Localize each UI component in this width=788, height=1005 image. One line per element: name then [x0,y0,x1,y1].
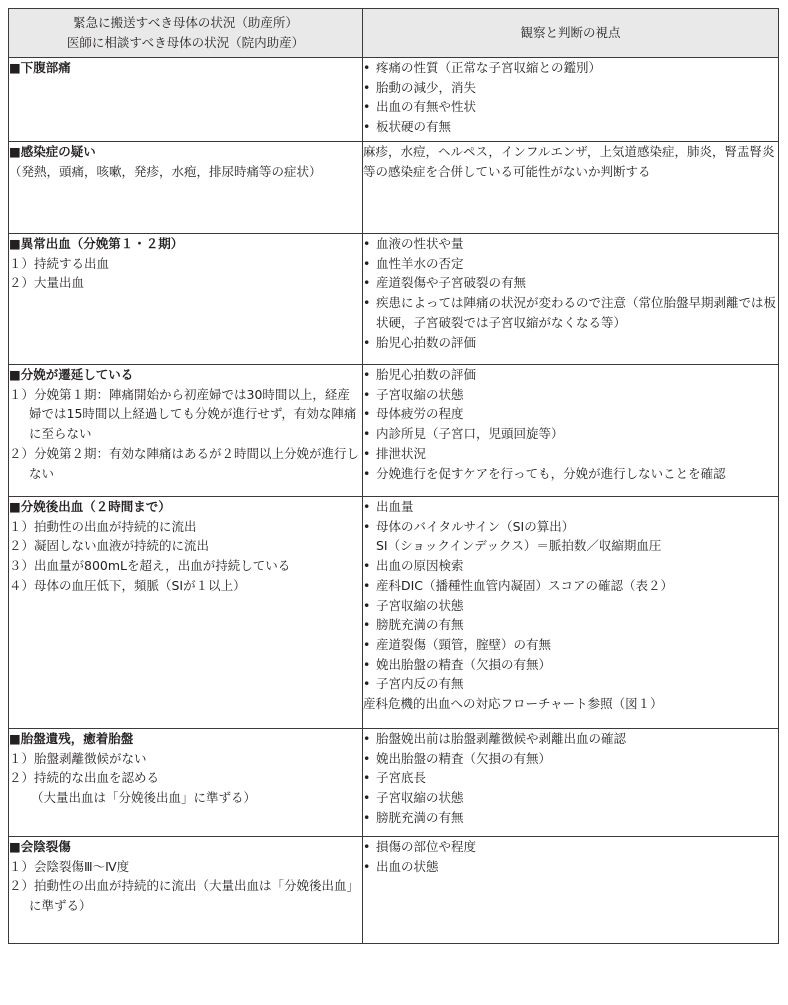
situation-cell [9,234,363,365]
list-item: • 子宮収縮の状態 [363,790,464,806]
header-situation-line2: 医師に相談すべき母体の状況（院内助産） [66,35,305,50]
list-item: • 母体疲労の程度 [363,406,464,422]
row-title: ■分娩後出血（２時間まで） [9,499,171,514]
list-item: • 分娩進行を促すケアを行っても，分娩が進行しないことを確認 [363,465,726,481]
viewpoint-cell [363,365,779,497]
si-formula: SI（ショックインデックス）＝脈拍数／収縮期血圧 [376,538,662,554]
table-row [9,234,779,365]
numbered-item: ２）凝固しない血液が持続的に流出 [9,538,210,554]
header-situation [9,9,363,58]
bullet-list [363,58,778,137]
list-item: • 疾患によっては陣痛の状況が変わるので注意（常位胎盤早期剥離では板状硬，子宮破裂では子宮収縮がなくなる等） [363,295,777,330]
list-item: • 子宮収縮の状態 [363,597,464,613]
list-item: • 血性羊水の否定 [363,255,464,271]
list-item: • 膀胱充満の有無 [363,617,464,633]
viewpoint-cell [363,58,779,142]
list-item: • 産科DIC（播種性血管内凝固）スコアの確認（表２） [363,577,674,593]
list-item: • 娩出胎盤の精査（欠損の有無） [363,656,552,672]
viewpoint-cell [363,729,779,837]
header-situation-line1: 緊急に搬送すべき母体の状況（助産所） [73,15,298,30]
viewpoint-text: 麻疹，水痘，ヘルペス，インフルエンザ，上気道感染症，肺炎，腎盂腎炎等の感染症を合併している可能性がないか判断する [363,144,775,179]
numbered-item: ２）持続的な出血を認める [9,770,160,786]
list-item: • 出血の原因検索 [363,558,464,574]
list-item: • 内診所見（子宮口，児頭回旋等） [363,426,564,442]
flowchart-reference: 産科危機的出血への対応フローチャート参照（図１） [363,696,663,712]
header-viewpoint: 観察と判断の視点 [363,9,779,58]
viewpoint-cell [363,142,779,234]
list-item: • 膀胱充満の有無 [363,809,464,825]
list-item: • 母体のバイタルサイン（SIの算出） SI（ショックインデックス）＝脈拍数／収縮期血圧 [363,517,778,556]
bullet-list [363,729,778,828]
numbered-item: １）持続する出血 [9,255,110,271]
list-item: • 子宮収縮の状態 [363,386,464,402]
list-item: • 胎児心拍数の評価 [363,334,477,350]
table-row [9,497,779,729]
situation-cell [9,497,363,729]
numbered-item: ４）母体の血圧低下，頻脈（SIが１以上） [9,577,246,593]
list-item: • 産道裂傷や子宮破裂の有無 [363,275,527,291]
list-item: • 排泄状況 [363,445,427,461]
table-row [9,837,779,944]
table-row [9,142,779,234]
viewpoint-cell [363,497,779,729]
list-item: • 子宮底長 [363,770,427,786]
viewpoint-cell [363,837,779,944]
row-title: ■分娩が遷延している [9,367,134,382]
viewpoint-cell [363,234,779,365]
list-item: • 産道裂傷（頸管，腟壁）の有無 [363,636,552,652]
row-subtitle: （発熱，頭痛，咳嗽，発疹，水疱，排尿時痛等の症状） [9,163,322,179]
row-title: ■会陰裂傷 [9,839,71,854]
observation-table [8,8,779,944]
situation-cell [9,837,363,944]
table-row [9,365,779,497]
table-row [9,58,779,142]
numbered-item: １）拍動性の出血が持続的に流出 [9,518,197,534]
list-item: • 胎動の減少，消失 [363,79,477,95]
numbered-item: ３）出血量が800mLを超え，出血が持続している [9,558,291,574]
row-title: ■異常出血（分娩第１・２期） [9,236,184,251]
list-item: • 損傷の部位や程度 [363,839,477,854]
list-item: • 子宮内反の有無 [363,676,464,692]
table-header-row [9,9,779,58]
table-row [9,729,779,837]
numbered-item: １）分娩第１期：陣痛開始から初産婦では30時間以上，経産婦では15時間以上経過しても分娩が進行せず，有効な陣痛に至らない [9,386,357,442]
list-item: • 疼痛の性質（正常な子宮収縮との鑑別） [363,60,602,75]
numbered-item: ２）拍動性の出血が持続的に流出（大量出血は「分娩後出血」に準ずる） [9,878,360,914]
list-item: • 出血の状態 [363,858,439,874]
list-item: • 娩出胎盤の精査（欠損の有無） [363,750,552,766]
situation-cell [9,729,363,837]
situation-cell [9,58,363,142]
bullet-list [363,837,778,876]
list-item: • 胎児心拍数の評価 [363,367,477,382]
list-item: • 血液の性状や量 [363,236,464,251]
situation-cell [9,142,363,234]
note-text: （大量出血は「分娩後出血」に準ずる） [31,790,257,806]
numbered-item: ２）分娩第２期：有効な陣痛はあるが２時間以上分娩が進行しない [9,445,360,481]
list-item: • 出血量 [363,499,414,514]
list-item: • 板状硬の有無 [363,119,452,135]
list-item: • 出血の有無や性状 [363,99,477,115]
numbered-item: １）会陰裂傷Ⅲ～Ⅳ度 [9,858,130,874]
numbered-item: １）胎盤剥離徴候がない [9,750,147,766]
row-title: ■下腹部痛 [9,60,71,75]
numbered-item: ２）大量出血 [9,275,85,291]
list-item: • 胎盤娩出前は胎盤剥離徴候や剥離出血の確認 [363,731,627,746]
row-title: ■感染症の疑い [9,144,96,159]
bullet-list [363,234,778,352]
bullet-list [363,365,778,483]
bullet-list [363,497,778,694]
situation-cell [9,365,363,497]
row-title: ■胎盤遺残，癒着胎盤 [9,731,134,746]
